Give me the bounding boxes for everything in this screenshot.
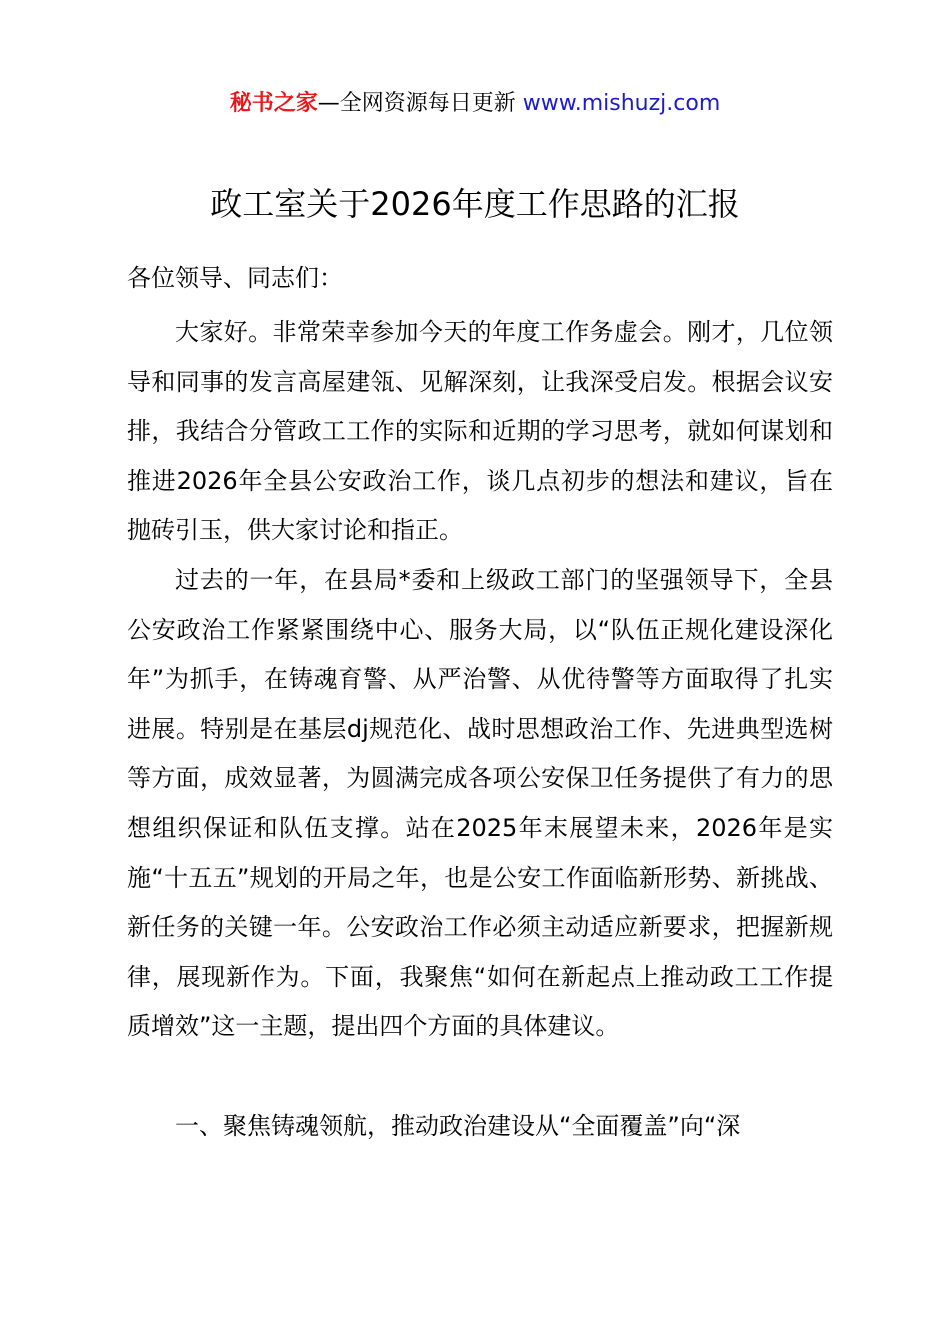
site-name: 秘书之家 (229, 91, 318, 116)
salutation: 各位领导、同志们： (127, 264, 343, 292)
paragraph-opening: 大家好。非常荣幸参加今天的年度工作务虚会。刚才，几位领导和同事的发言高屋建瓴、见解深刻，让我深受启发。根据会议安排，我结合分管政工工作的实际和近期的学习思考，就如何谋划和推进2026年全县公安政治工作，谈几点初步的想法和建议，旨在抛砖引玉，供大家讨论和指正。 (127, 318, 833, 545)
site-url-link[interactable]: www.mishuzj.com (522, 91, 721, 116)
document-title: 政工室关于2026年度工作思路的汇报 (210, 185, 740, 223)
paragraph-review: 过去的一年，在县局*委和上级政工部门的坚强领导下，全县公安政治工作紧紧围绕中心、服务大局，以“队伍正规化建设深化年”为抓手，在铸魂育警、从严治警、从优待警等方面取得了扎实进展。特别是在基层dj规范化、战时思想政治工作、先进典型选树等方面，成效显著，为圆满完成各项公安保卫任务提供了有力的思想组织保证和队伍支撑。站在2025年末展望未来，2026年是实施“十五五”规划的开局之年，也是公安工作面临新形势、新挑战、新任务的关键一年。公安政治工作必须主动适应新要求，把握新规律，展现新作为。下面，我聚焦“如何在新起点上推动政工工作提质增效”这一主题，提出四个方面的具体建议。 (127, 566, 833, 1041)
site-header (0, 86, 950, 122)
section-heading-1: 一、聚焦铸魂领航，推动政治建设从“全面覆盖”向“深 (175, 1112, 741, 1140)
site-slogan: —全网资源每日更新 (317, 91, 516, 116)
